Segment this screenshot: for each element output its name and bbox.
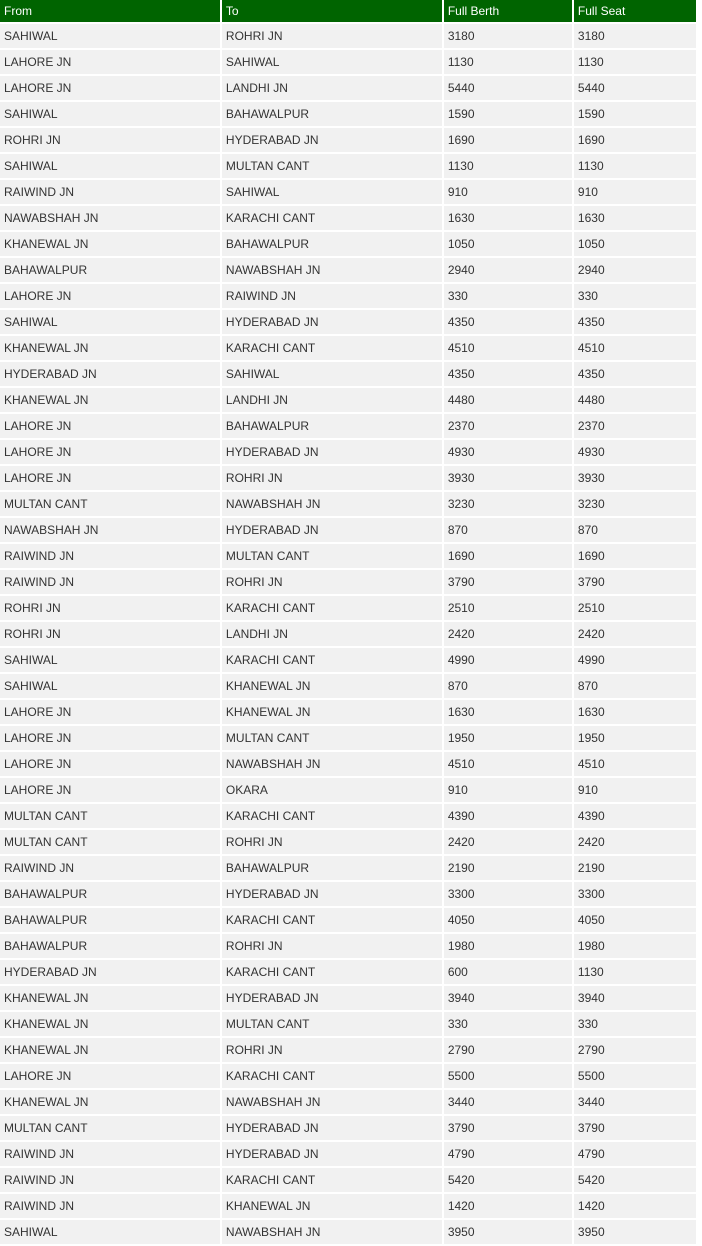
full-seat-cell: 5440 (574, 76, 696, 100)
to-cell: OKARA (222, 778, 442, 802)
full-berth-cell: 5440 (444, 76, 572, 100)
table-row (0, 440, 696, 464)
table-row (0, 882, 696, 906)
table-row (0, 908, 696, 932)
column-header-to: To (222, 0, 442, 22)
full-berth-cell: 600 (444, 960, 572, 984)
table-row (0, 986, 696, 1010)
full-berth-cell: 870 (444, 518, 572, 542)
table-row (0, 128, 696, 152)
full-berth-cell: 910 (444, 180, 572, 204)
full-seat-cell: 4350 (574, 310, 696, 334)
to-cell: MULTAN CANT (222, 726, 442, 750)
full-berth-cell: 1950 (444, 726, 572, 750)
to-cell: ROHRI JN (222, 466, 442, 490)
from-cell: NAWABSHAH JN (0, 518, 220, 542)
full-berth-cell: 3440 (444, 1090, 572, 1114)
full-seat-cell: 1590 (574, 102, 696, 126)
from-cell: MULTAN CANT (0, 492, 220, 516)
full-berth-cell: 2790 (444, 1038, 572, 1062)
full-seat-cell: 1690 (574, 128, 696, 152)
header-row (0, 0, 696, 22)
to-cell: HYDERABAD JN (222, 882, 442, 906)
table-row (0, 544, 696, 568)
table-row (0, 180, 696, 204)
table-row (0, 492, 696, 516)
fare-table-header (0, 0, 696, 22)
full-seat-cell: 5420 (574, 1168, 696, 1192)
full-seat-cell: 4480 (574, 388, 696, 412)
full-berth-cell: 330 (444, 1012, 572, 1036)
to-cell: KARACHI CANT (222, 596, 442, 620)
full-berth-cell: 3180 (444, 24, 572, 48)
to-cell: HYDERABAD JN (222, 310, 442, 334)
to-cell: NAWABSHAH JN (222, 1220, 442, 1244)
from-cell: KHANEWAL JN (0, 986, 220, 1010)
to-cell: ROHRI JN (222, 830, 442, 854)
from-cell: KHANEWAL JN (0, 1012, 220, 1036)
full-berth-cell: 3930 (444, 466, 572, 490)
full-berth-cell: 3300 (444, 882, 572, 906)
to-cell: SAHIWAL (222, 180, 442, 204)
full-berth-cell: 4510 (444, 336, 572, 360)
full-seat-cell: 2420 (574, 622, 696, 646)
table-row (0, 388, 696, 412)
table-row (0, 700, 696, 724)
full-seat-cell: 1690 (574, 544, 696, 568)
from-cell: LAHORE JN (0, 50, 220, 74)
full-berth-cell: 5500 (444, 1064, 572, 1088)
column-header-full-berth: Full Berth (444, 0, 572, 22)
full-berth-cell: 2420 (444, 622, 572, 646)
from-cell: ROHRI JN (0, 622, 220, 646)
from-cell: MULTAN CANT (0, 804, 220, 828)
full-seat-cell: 1950 (574, 726, 696, 750)
from-cell: RAIWIND JN (0, 570, 220, 594)
from-cell: LAHORE JN (0, 778, 220, 802)
table-row (0, 648, 696, 672)
full-berth-cell: 3230 (444, 492, 572, 516)
full-berth-cell: 4350 (444, 362, 572, 386)
from-cell: SAHIWAL (0, 154, 220, 178)
from-cell: KHANEWAL JN (0, 1038, 220, 1062)
full-seat-cell: 2370 (574, 414, 696, 438)
from-cell: LAHORE JN (0, 1064, 220, 1088)
full-seat-cell: 3180 (574, 24, 696, 48)
from-cell: SAHIWAL (0, 674, 220, 698)
from-cell: RAIWIND JN (0, 1142, 220, 1166)
table-row (0, 596, 696, 620)
to-cell: SAHIWAL (222, 50, 442, 74)
to-cell: BAHAWALPUR (222, 102, 442, 126)
full-berth-cell: 3790 (444, 570, 572, 594)
to-cell: NAWABSHAH JN (222, 1090, 442, 1114)
to-cell: ROHRI JN (222, 1038, 442, 1062)
from-cell: BAHAWALPUR (0, 258, 220, 282)
full-seat-cell: 3790 (574, 570, 696, 594)
table-row (0, 76, 696, 100)
full-seat-cell: 910 (574, 180, 696, 204)
full-berth-cell: 5420 (444, 1168, 572, 1192)
to-cell: KHANEWAL JN (222, 700, 442, 724)
from-cell: BAHAWALPUR (0, 934, 220, 958)
full-seat-cell: 4050 (574, 908, 696, 932)
from-cell: SAHIWAL (0, 102, 220, 126)
table-row (0, 1220, 696, 1244)
from-cell: LAHORE JN (0, 440, 220, 464)
to-cell: SAHIWAL (222, 362, 442, 386)
to-cell: NAWABSHAH JN (222, 752, 442, 776)
table-row (0, 518, 696, 542)
full-seat-cell: 4990 (574, 648, 696, 672)
to-cell: KARACHI CANT (222, 1168, 442, 1192)
table-row (0, 1168, 696, 1192)
table-row (0, 934, 696, 958)
from-cell: LAHORE JN (0, 700, 220, 724)
table-row (0, 1038, 696, 1062)
full-seat-cell: 4350 (574, 362, 696, 386)
full-berth-cell: 4790 (444, 1142, 572, 1166)
to-cell: KARACHI CANT (222, 336, 442, 360)
full-berth-cell: 3790 (444, 1116, 572, 1140)
from-cell: SAHIWAL (0, 310, 220, 334)
table-row (0, 466, 696, 490)
full-berth-cell: 1630 (444, 206, 572, 230)
fare-table-body (0, 24, 696, 1244)
table-row (0, 960, 696, 984)
full-seat-cell: 3950 (574, 1220, 696, 1244)
full-berth-cell: 1690 (444, 544, 572, 568)
full-berth-cell: 1050 (444, 232, 572, 256)
full-seat-cell: 910 (574, 778, 696, 802)
full-berth-cell: 910 (444, 778, 572, 802)
table-row (0, 232, 696, 256)
full-seat-cell: 3440 (574, 1090, 696, 1114)
full-berth-cell: 1630 (444, 700, 572, 724)
full-berth-cell: 4390 (444, 804, 572, 828)
full-berth-cell: 1130 (444, 50, 572, 74)
full-seat-cell: 870 (574, 518, 696, 542)
to-cell: BAHAWALPUR (222, 414, 442, 438)
full-berth-cell: 4930 (444, 440, 572, 464)
full-seat-cell: 870 (574, 674, 696, 698)
full-berth-cell: 2190 (444, 856, 572, 880)
full-seat-cell: 1420 (574, 1194, 696, 1218)
to-cell: KARACHI CANT (222, 804, 442, 828)
table-row (0, 778, 696, 802)
from-cell: RAIWIND JN (0, 544, 220, 568)
table-row (0, 830, 696, 854)
to-cell: NAWABSHAH JN (222, 492, 442, 516)
full-berth-cell: 4480 (444, 388, 572, 412)
table-row (0, 50, 696, 74)
to-cell: ROHRI JN (222, 24, 442, 48)
to-cell: HYDERABAD JN (222, 1116, 442, 1140)
from-cell: HYDERABAD JN (0, 362, 220, 386)
table-row (0, 1194, 696, 1218)
table-row (0, 1116, 696, 1140)
full-seat-cell: 1130 (574, 960, 696, 984)
full-berth-cell: 1590 (444, 102, 572, 126)
full-berth-cell: 1980 (444, 934, 572, 958)
full-seat-cell: 1050 (574, 232, 696, 256)
full-seat-cell: 4390 (574, 804, 696, 828)
from-cell: KHANEWAL JN (0, 1090, 220, 1114)
table-row (0, 674, 696, 698)
table-row (0, 284, 696, 308)
full-seat-cell: 2790 (574, 1038, 696, 1062)
full-berth-cell: 330 (444, 284, 572, 308)
full-berth-cell: 1690 (444, 128, 572, 152)
to-cell: KARACHI CANT (222, 206, 442, 230)
full-berth-cell: 4510 (444, 752, 572, 776)
full-berth-cell: 4350 (444, 310, 572, 334)
table-row (0, 414, 696, 438)
from-cell: RAIWIND JN (0, 856, 220, 880)
full-berth-cell: 3940 (444, 986, 572, 1010)
from-cell: RAIWIND JN (0, 1194, 220, 1218)
full-berth-cell: 4990 (444, 648, 572, 672)
from-cell: RAIWIND JN (0, 180, 220, 204)
to-cell: HYDERABAD JN (222, 1142, 442, 1166)
from-cell: SAHIWAL (0, 1220, 220, 1244)
from-cell: KHANEWAL JN (0, 388, 220, 412)
to-cell: KARACHI CANT (222, 908, 442, 932)
to-cell: KHANEWAL JN (222, 1194, 442, 1218)
to-cell: LANDHI JN (222, 76, 442, 100)
from-cell: ROHRI JN (0, 128, 220, 152)
from-cell: SAHIWAL (0, 648, 220, 672)
table-row (0, 856, 696, 880)
to-cell: KARACHI CANT (222, 648, 442, 672)
to-cell: KARACHI CANT (222, 1064, 442, 1088)
table-row (0, 622, 696, 646)
full-berth-cell: 2420 (444, 830, 572, 854)
table-row (0, 1012, 696, 1036)
table-row (0, 1064, 696, 1088)
to-cell: NAWABSHAH JN (222, 258, 442, 282)
full-seat-cell: 2510 (574, 596, 696, 620)
table-row (0, 102, 696, 126)
table-row (0, 362, 696, 386)
from-cell: NAWABSHAH JN (0, 206, 220, 230)
to-cell: RAIWIND JN (222, 284, 442, 308)
table-row (0, 258, 696, 282)
from-cell: LAHORE JN (0, 284, 220, 308)
to-cell: MULTAN CANT (222, 154, 442, 178)
from-cell: BAHAWALPUR (0, 908, 220, 932)
full-berth-cell: 3950 (444, 1220, 572, 1244)
full-seat-cell: 1130 (574, 50, 696, 74)
full-seat-cell: 3300 (574, 882, 696, 906)
from-cell: RAIWIND JN (0, 1168, 220, 1192)
full-seat-cell: 4930 (574, 440, 696, 464)
from-cell: LAHORE JN (0, 466, 220, 490)
to-cell: ROHRI JN (222, 934, 442, 958)
to-cell: LANDHI JN (222, 622, 442, 646)
full-seat-cell: 1630 (574, 700, 696, 724)
to-cell: HYDERABAD JN (222, 440, 442, 464)
full-berth-cell: 2370 (444, 414, 572, 438)
full-seat-cell: 3930 (574, 466, 696, 490)
full-seat-cell: 1980 (574, 934, 696, 958)
table-row (0, 154, 696, 178)
column-header-full-seat: Full Seat (574, 0, 696, 22)
full-seat-cell: 3790 (574, 1116, 696, 1140)
table-row (0, 310, 696, 334)
column-header-from: From (0, 0, 220, 22)
to-cell: HYDERABAD JN (222, 518, 442, 542)
to-cell: KARACHI CANT (222, 960, 442, 984)
full-berth-cell: 1420 (444, 1194, 572, 1218)
table-row (0, 752, 696, 776)
table-row (0, 726, 696, 750)
to-cell: ROHRI JN (222, 570, 442, 594)
to-cell: HYDERABAD JN (222, 986, 442, 1010)
full-berth-cell: 2940 (444, 258, 572, 282)
from-cell: BAHAWALPUR (0, 882, 220, 906)
to-cell: LANDHI JN (222, 388, 442, 412)
from-cell: MULTAN CANT (0, 830, 220, 854)
table-row (0, 336, 696, 360)
to-cell: KHANEWAL JN (222, 674, 442, 698)
full-seat-cell: 5500 (574, 1064, 696, 1088)
full-berth-cell: 4050 (444, 908, 572, 932)
table-row (0, 206, 696, 230)
from-cell: SAHIWAL (0, 24, 220, 48)
table-row (0, 1142, 696, 1166)
full-seat-cell: 2190 (574, 856, 696, 880)
from-cell: LAHORE JN (0, 76, 220, 100)
table-row (0, 804, 696, 828)
from-cell: MULTAN CANT (0, 1116, 220, 1140)
from-cell: LAHORE JN (0, 414, 220, 438)
from-cell: KHANEWAL JN (0, 232, 220, 256)
from-cell: KHANEWAL JN (0, 336, 220, 360)
from-cell: LAHORE JN (0, 752, 220, 776)
full-seat-cell: 4510 (574, 336, 696, 360)
full-berth-cell: 2510 (444, 596, 572, 620)
full-seat-cell: 4510 (574, 752, 696, 776)
table-row (0, 24, 696, 48)
full-seat-cell: 4790 (574, 1142, 696, 1166)
full-seat-cell: 1630 (574, 206, 696, 230)
full-seat-cell: 3230 (574, 492, 696, 516)
full-seat-cell: 3940 (574, 986, 696, 1010)
full-seat-cell: 1130 (574, 154, 696, 178)
full-seat-cell: 330 (574, 284, 696, 308)
full-seat-cell: 2420 (574, 830, 696, 854)
full-berth-cell: 870 (444, 674, 572, 698)
to-cell: MULTAN CANT (222, 544, 442, 568)
to-cell: MULTAN CANT (222, 1012, 442, 1036)
from-cell: LAHORE JN (0, 726, 220, 750)
to-cell: BAHAWALPUR (222, 232, 442, 256)
full-berth-cell: 1130 (444, 154, 572, 178)
full-seat-cell: 330 (574, 1012, 696, 1036)
from-cell: ROHRI JN (0, 596, 220, 620)
to-cell: HYDERABAD JN (222, 128, 442, 152)
to-cell: BAHAWALPUR (222, 856, 442, 880)
from-cell: HYDERABAD JN (0, 960, 220, 984)
full-seat-cell: 2940 (574, 258, 696, 282)
table-row (0, 1090, 696, 1114)
table-row (0, 570, 696, 594)
